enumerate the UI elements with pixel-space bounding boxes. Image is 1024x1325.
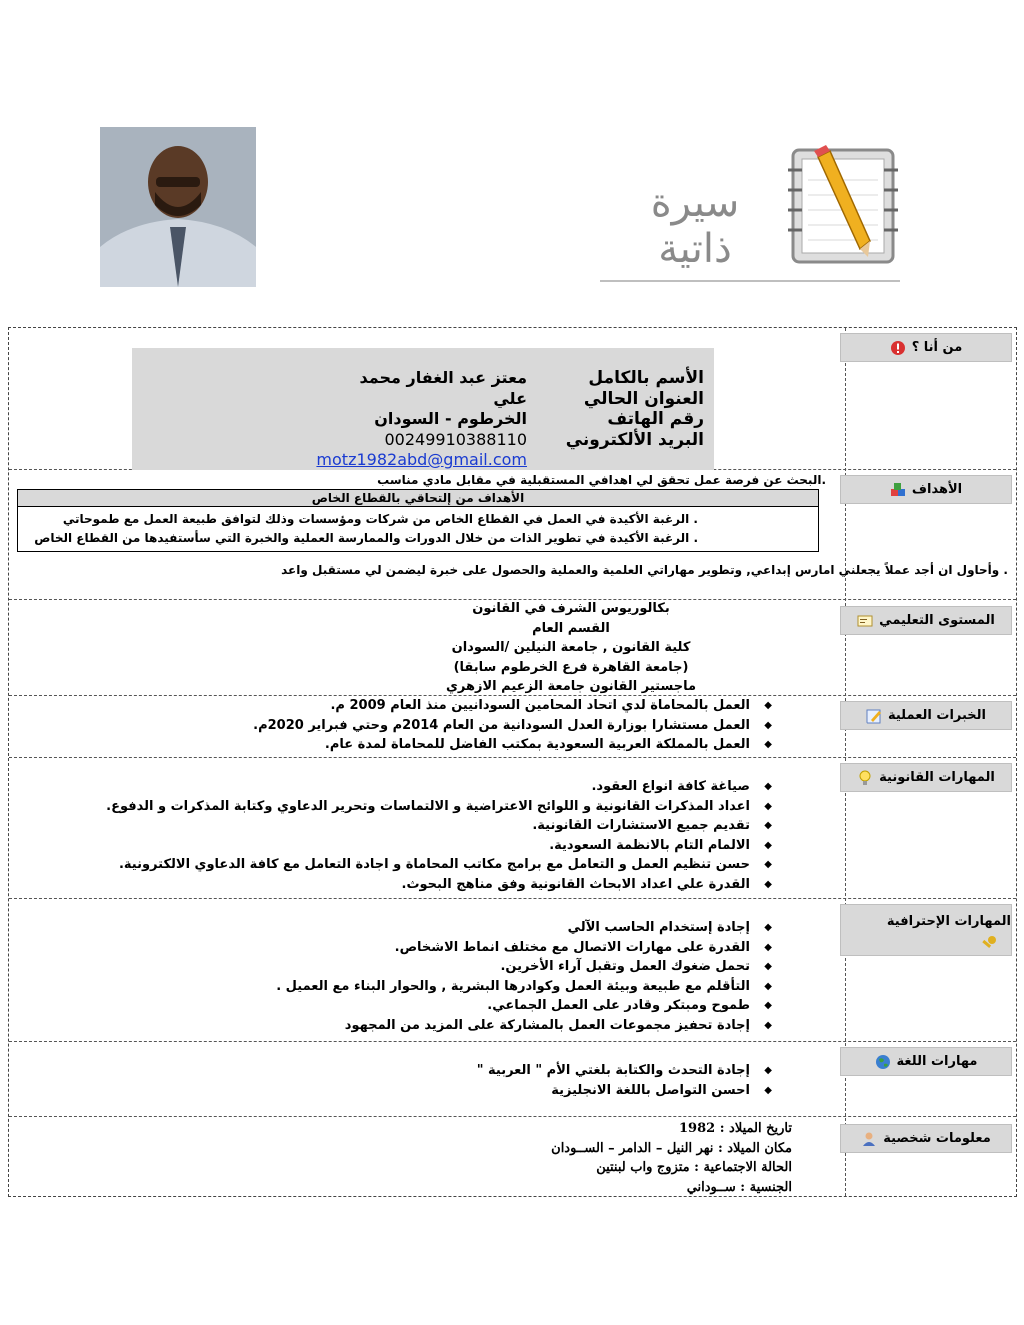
goals-table-body: [18, 507, 818, 551]
education-lines: [446, 599, 696, 697]
legal-skill-item: ◆ القدرة علي اعداد الابحاث القانونية وفق مناهج البحوث.: [106, 875, 772, 895]
field-label-email: البريد الألكتروني: [565, 429, 704, 450]
profile-photo: [100, 127, 256, 287]
professional-skill-item: ◆ إجادة تحفيز مجموعات العمل بالمشاركة على المزيد من المجهود: [276, 1016, 772, 1036]
label-languages-text: مهارات اللغة: [896, 1054, 978, 1069]
label-goals-text: الأهداف: [911, 482, 963, 497]
professional-skill-item: ◆ تحمل ضغوك العمل وتقبل آراء الأخرين.: [276, 957, 772, 977]
languages-list: [477, 1061, 772, 1100]
row-about: [9, 328, 1016, 470]
certificate-icon: [857, 613, 873, 629]
education-line: (جامعة القاهرة فرع الخرطوم سابقا): [453, 659, 689, 675]
goals-table-title: الأهداف من إلتحاقي بالقطاع الخاص: [18, 490, 818, 507]
info-labels: [534, 348, 704, 450]
row-goals: [9, 469, 1016, 600]
professional-skill-item: ◆ القدرة على مهارات الاتصال مع مختلف انماط الاشخاص.: [276, 938, 772, 958]
professional-skill-item: ◆ طموح ومبتكر وقادر على العمل الجماعي.: [276, 996, 772, 1016]
professional-skills-list: [276, 918, 772, 1035]
notepad-pencil-icon: [866, 708, 882, 724]
email-link[interactable]: motz1982abd@gmail.com: [316, 450, 527, 469]
cv-logo: [600, 140, 900, 285]
education-line: ماجستير القانون جامعة الزعيم الازهري: [446, 679, 696, 694]
professional-skill-item: ◆ التأقلم مع طبيعة وبيئة العمل وكوادرها البشرية , والحوار البناء مع العميل .: [276, 977, 772, 997]
legal-skill-item: ◆ الالمام التام بالانظمة السعودية.: [106, 836, 772, 856]
language-item: ◆ إجادة التحدث والكتابة بلغتي الأم " العربية ": [477, 1061, 772, 1081]
cv-table: [8, 327, 1017, 1197]
label-education: [840, 606, 1012, 635]
label-languages: [840, 1047, 1012, 1076]
experience-item: ◆ العمل مستشارا بوزارة العدل السودانية من العام 2014م وحتي فبراير 2020م.: [253, 716, 772, 736]
label-personal: [840, 1124, 1012, 1153]
professional-skill-item: ◆ إجادة إستخدام الحاسب الآلي: [276, 918, 772, 938]
field-label-name: الأسم بالكامل: [588, 368, 704, 388]
field-value-name: معتز عبد الغفار محمد علي: [359, 368, 527, 408]
label-legal-skills-text: المهارات القانونية: [879, 770, 995, 785]
field-label-address: العنوان الحالي: [583, 388, 704, 409]
label-experience: [840, 701, 1012, 730]
personal-line: الجنسية : ســوداني: [686, 1179, 792, 1195]
label-education-text: المستوى التعليمي: [879, 613, 995, 628]
user-icon: [861, 1131, 877, 1147]
experience-item: ◆ العمل بالمحاماة لدي اتحاد المحامين السودانيين منذ العام 2009 م.: [253, 696, 772, 716]
goals-outro: . وأحاول ان أجد عملاً يجعلني امارس إبداعي, وتطوير مهاراتي العلمية والعملية والحصول على خبرة ليضمن لي مستقبل واعد: [281, 563, 1008, 577]
legal-skill-item: ◆ صياغة كافة انواع العقود.: [106, 777, 772, 797]
person-silhouette-icon: [100, 127, 256, 287]
globe-icon: [875, 1054, 891, 1070]
education-line: القسم العام: [532, 620, 610, 636]
label-goals: [840, 475, 1012, 504]
experience-list: [253, 696, 772, 755]
alert-icon: [890, 340, 906, 356]
label-professional-skills: [840, 904, 1012, 956]
experience-item: ◆ العمل بالمملكة العربية السعودية بمكتب الفاضل للمحاماة لمدة عام.: [253, 735, 772, 755]
education-line: كلية القانون , جامعة النيلين /السودان: [451, 640, 691, 655]
label-about-text: من أنا ؟: [911, 340, 963, 355]
field-value-phone: 00249910388110: [384, 429, 527, 449]
legal-skills-list: [106, 777, 772, 894]
personal-info-box: [132, 348, 714, 470]
personal-line: تاريخ الميلاد : 1982: [679, 1121, 792, 1136]
key-icon: [981, 935, 997, 951]
row-personal: [9, 1116, 1016, 1196]
goals-intro: .البحث عن فرصة عمل تحقق لي اهدافي المستقبلية في مقابل مادي مناسب: [377, 473, 826, 487]
goal-item: . الرغبة الأكيدة في العمل في القطاع الخاص من شركات ومؤسسات وذلك لتوافق طبيعة العمل مع طموحاتي: [62, 512, 698, 526]
language-item: ◆ احسن التواصل باللغة الانجليزية: [477, 1081, 772, 1101]
personal-line: مكان الميلاد : نهر النيل – الدامر – الســودان: [551, 1140, 792, 1156]
personal-line: الحالة الاجتماعية : متزوج واب لبنتين: [596, 1160, 792, 1175]
label-legal-skills: [840, 763, 1012, 792]
logo-title: سيرة ذاتية: [650, 180, 740, 272]
label-personal-text: معلومات شخصية: [883, 1131, 991, 1146]
field-label-phone: رقم الهاتف: [607, 409, 704, 429]
blocks-icon: [890, 482, 906, 498]
lightbulb-icon: [857, 770, 873, 786]
field-value-address: الخرطوم - السودان: [374, 409, 527, 428]
legal-skill-item: ◆ اعداد المذكرات القانونية و اللوائح الاعتراضية و الالتماسات وتحرير الدعاوي وكتابة المذكرات و الدفوع.: [106, 797, 772, 817]
row-education: [9, 599, 1016, 696]
education-line: بكالوريوس الشرف في القانون: [472, 601, 670, 616]
row-professional-skills: [9, 898, 1016, 1042]
notebook-pencil-icon: [788, 145, 898, 270]
logo-underline: [600, 280, 900, 282]
info-values: [316, 348, 527, 471]
row-experience: [9, 695, 1016, 758]
goals-table: [17, 489, 819, 552]
legal-skill-item: ◆ حسن تنظيم العمل و التعامل مع برامج مكاتب المحاماة و اجادة التعامل مع كافة الدعاوي الالكترونية.: [106, 855, 772, 875]
legal-skill-item: ◆ تقديم جميع الاستشارات القانونية.: [106, 816, 772, 836]
personal-lines: [551, 1119, 792, 1197]
label-experience-text: الخبرات العملية: [887, 708, 987, 723]
row-legal-skills: [9, 757, 1016, 899]
goal-item: . الرغبة الأكيدة في تطوير الذات من خلال الدورات والممارسة العملية والخبرة التي سأستفيدها من القطاع الخاص: [34, 531, 698, 545]
label-professional-skills-text: المهارات الإحترافية: [886, 914, 1011, 929]
row-languages: [9, 1041, 1016, 1117]
label-about: [840, 333, 1012, 362]
